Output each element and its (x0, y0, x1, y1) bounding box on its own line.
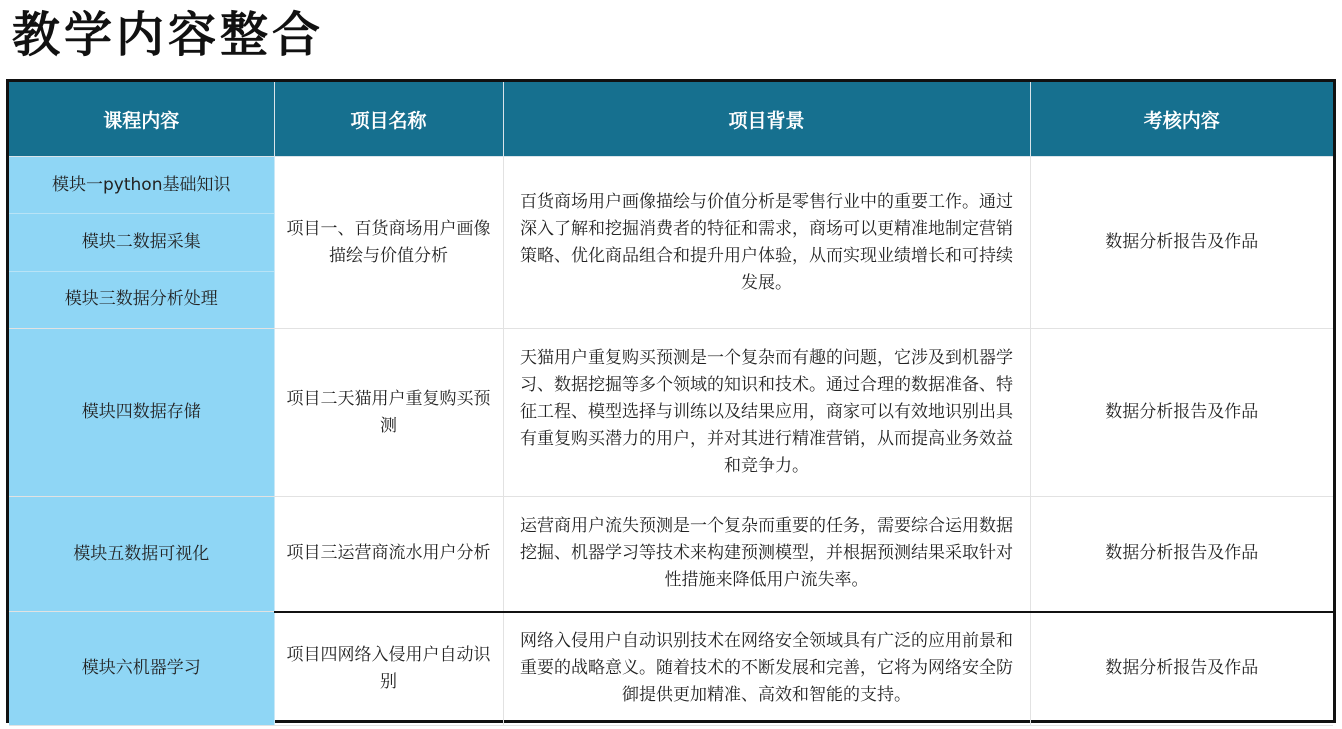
project-background-cell: 网络入侵用户自动识别技术在网络安全领域具有广泛的应用前景和重要的战略意义。随着技术的不断发展和完善，它将为网络安全防御提供更加精准、高效和智能的支持。 (503, 612, 1030, 726)
project-background-cell: 运营商用户流失预测是一个复杂而重要的任务，需要综合运用数据挖掘、机器学习等技术来构建预测模型，并根据预测结果采取针对性措施来降低用户流失率。 (503, 497, 1030, 612)
module-cell (9, 329, 274, 497)
assessment-cell: 数据分析报告及作品 (1030, 157, 1333, 329)
header-project-name: 项目名称 (274, 82, 503, 157)
page-title: 教学内容整合 (12, 7, 325, 63)
assessment-cell: 数据分析报告及作品 (1030, 329, 1333, 497)
table-row (9, 497, 1333, 612)
table-row (9, 329, 1333, 497)
module-item: 模块三数据分析处理 (64, 289, 218, 310)
assessment-cell: 数据分析报告及作品 (1030, 497, 1333, 612)
module-item: 模块二数据采集 (9, 214, 274, 271)
module-item: 模块五数据可视化 (73, 543, 210, 564)
curriculum-table (6, 79, 1336, 723)
assessment-cell: 数据分析报告及作品 (1030, 612, 1333, 726)
module-item: 模块四数据存储 (81, 402, 201, 422)
table-row (9, 157, 1333, 329)
project-background-cell: 天猫用户重复购买预测是一个复杂而有趣的问题，它涉及到机器学习、数据挖掘等多个领域的知识和技术。通过合理的数据准备、特征工程、模型选择与训练以及结果应用，商家可以有效地识别出具有重复购买潜力的用户，并对其进行精准营销，从而提高业务效益和竞争力。 (503, 329, 1030, 497)
module-item: 模块一python基础知识 (9, 157, 274, 214)
project-name-cell: 项目三运营商流水用户分析 (274, 497, 503, 612)
project-name-cell: 项目二天猫用户重复购买预测 (274, 329, 503, 497)
project-background-cell: 百货商场用户画像描绘与价值分析是零售行业中的重要工作。通过深入了解和挖掘消费者的特征和需求，商场可以更精准地制定营销策略、优化商品组合和提升用户体验，从而实现业绩增长和可持续发展。 (503, 157, 1030, 329)
project-name-cell: 项目四网络入侵用户自动识别 (274, 612, 503, 726)
module-cell (9, 157, 274, 329)
project-name-cell: 项目一、百货商场用户画像描绘与价值分析 (274, 157, 503, 329)
header-assessment: 考核内容 (1030, 82, 1333, 157)
header-project-background: 项目背景 (503, 82, 1030, 157)
module-item: 模块六机器学习 (81, 658, 201, 678)
table-header-row (9, 82, 1333, 157)
header-course-content: 课程内容 (9, 82, 274, 157)
table-row (9, 612, 1333, 726)
module-cell (9, 612, 274, 726)
module-cell (9, 497, 274, 612)
